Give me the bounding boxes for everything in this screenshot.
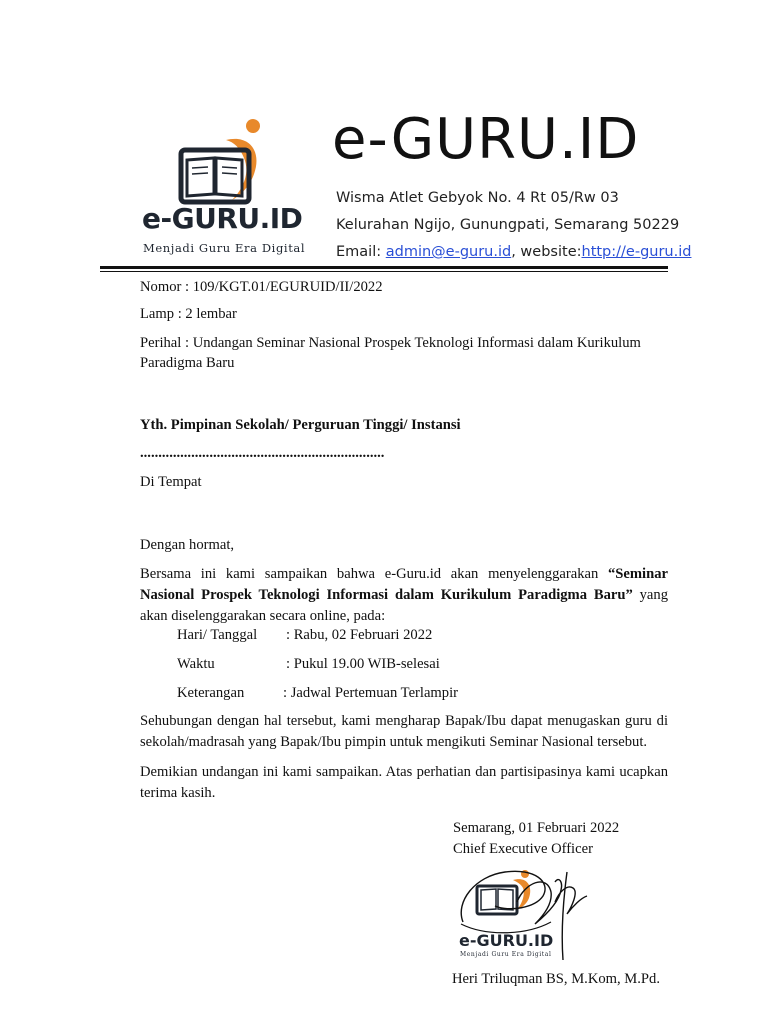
schedule-label: Hari/ Tanggal [177, 627, 258, 643]
recipient-dots: ................................................................... [140, 445, 385, 461]
schedule-label: Keterangan [177, 685, 245, 701]
book-tablet-icon [140, 112, 300, 212]
letter-attachment: Lamp : 2 lembar [140, 306, 237, 322]
closing-paragraph: Demikian undangan ini kami sampaikan. Atas perhatian dan partisipasinya kami ucapkan terima kasih. [140, 764, 668, 801]
svg-text:Menjadi Guru Era Digital: Menjadi Guru Era Digital [460, 951, 552, 958]
intro-text: Bersama ini kami sampaikan bahwa e-Guru.id akan menyelenggarakan [140, 566, 608, 582]
address-line-1: Wisma Atlet Gebyok No. 4 Rt 05/Rw 03 [336, 190, 619, 206]
request-paragraph: Sehubungan dengan hal tersebut, kami mengharap Bapak/Ibu dapat menugaskan guru di sekolah/madrasah yang Bapak/Ibu pimpin untuk mengikuti Seminar Nasional tersebut. [140, 713, 668, 750]
intro-text-end: yang akan diselenggarakan secara online, pada: [140, 587, 668, 624]
signer-name: Heri Triluqman BS, M.Kom, M.Pd. [452, 971, 660, 987]
schedule-value: : Jadwal Pertemuan Terlampir [283, 685, 458, 701]
intro-paragraph [140, 564, 668, 627]
letterhead-divider [100, 266, 668, 269]
recipient-location: Di Tempat [140, 474, 202, 490]
schedule-value: : Rabu, 02 Februari 2022 [286, 627, 433, 643]
website-link[interactable]: http://e-guru.id [581, 244, 692, 260]
email-label: Email: [336, 244, 386, 260]
event-title: “Seminar Nasional Prospek Teknologi Informasi dalam Kurikulum Paradigma Baru” [140, 566, 668, 603]
signature-stamp [455, 862, 605, 962]
recipient: Yth. Pimpinan Sekolah/ Perguruan Tinggi/ Instansi [140, 417, 461, 433]
signature-icon [455, 862, 605, 962]
address-line-2: Kelurahan Ngijo, Gunungpati, Semarang 50229 [336, 217, 680, 233]
signer-title: Chief Executive Officer [453, 841, 593, 857]
logo-tagline: Menjadi Guru Era Digital [143, 241, 306, 255]
letter-subject-line1: Perihal : Undangan Seminar Nasional Prospek Teknologi Informasi dalam Kurikulum [140, 335, 641, 351]
brand-title: e-GURU.ID [332, 107, 640, 172]
letterhead-divider-thin [100, 271, 668, 272]
letter-number: Nomor : 109/KGT.01/EGURUID/II/2022 [140, 279, 383, 295]
schedule-value: : Pukul 19.00 WIB-selesai [286, 656, 440, 672]
svg-text:e-GURU.ID: e-GURU.ID [459, 931, 554, 950]
schedule-label: Waktu [177, 656, 215, 672]
place-date: Semarang, 01 Februari 2022 [453, 820, 620, 836]
contact-line [336, 245, 691, 260]
website-label: , website: [511, 244, 582, 260]
email-link[interactable]: admin@e-guru.id [385, 244, 512, 260]
greeting: Dengan hormat, [140, 537, 235, 553]
letter-subject-line2: Paradigma Baru [140, 355, 235, 371]
logo-wordmark: e-GURU.ID [142, 202, 303, 235]
